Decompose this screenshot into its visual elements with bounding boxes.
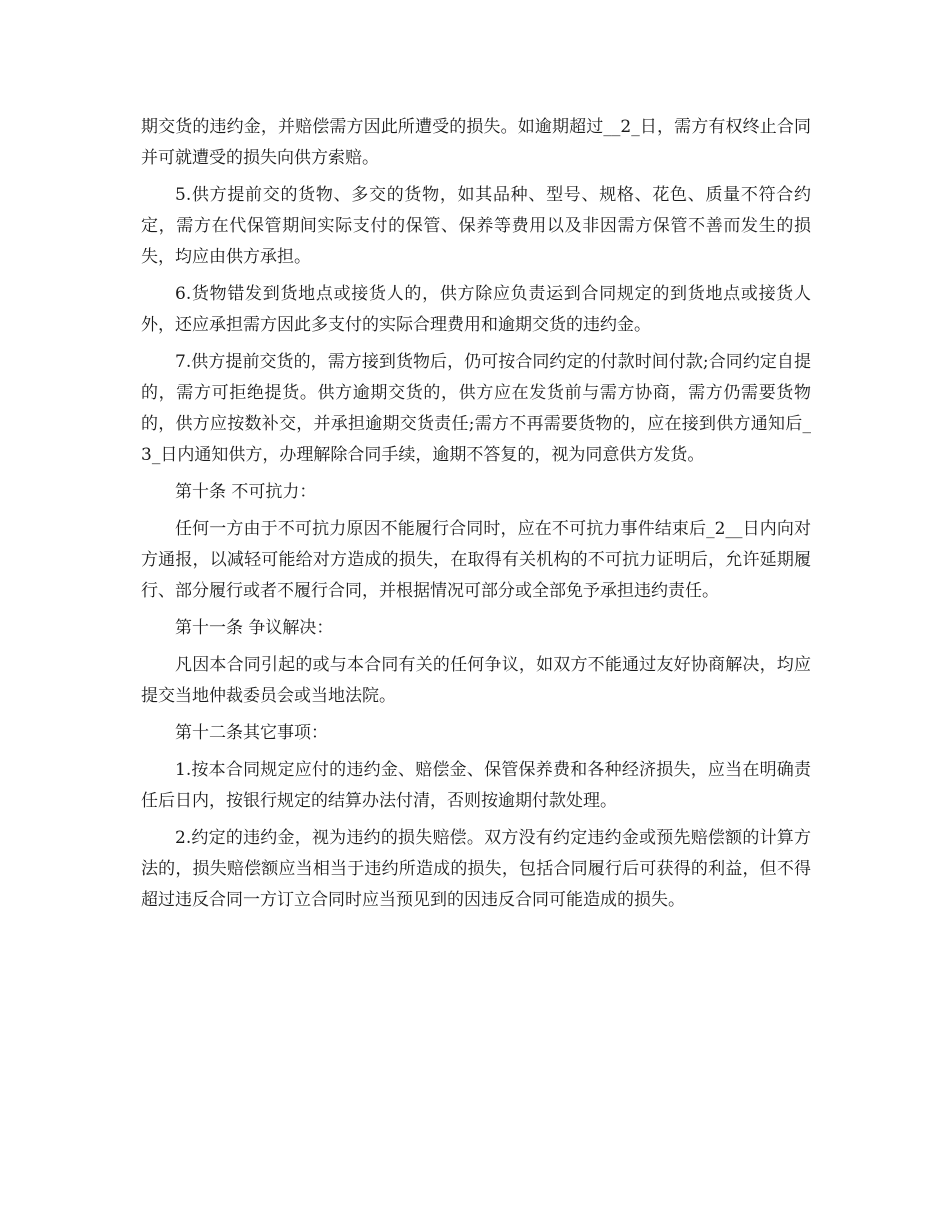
paragraph-clause-5: 5.供方提前交的货物、多交的货物，如其品种、型号、规格、花色、质量不符合约定，需方在代保管期间实际支付的保管、保养等费用以及非因需方保管不善而发生的损失，均应由供方承担。 bbox=[141, 185, 811, 267]
heading-article-11: 第十一条 争议解决： bbox=[175, 618, 334, 638]
paragraph-other-1: 1.按本合同规定应付的违约金、赔偿金、保管保养费和各种经济损失，应当在明确责任后日内，按银行规定的结算办法付清，否则按逾期付款处理。 bbox=[141, 760, 811, 811]
paragraph-dispute-resolution: 凡因本合同引起的或与本合同有关的任何争议，如双方不能通过友好协商解决，均应提交当地仲裁委员会或当地法院。 bbox=[141, 655, 811, 706]
paragraph-clause-6: 6.货物错发到货地点或接货人的，供方除应负责运到合同规定的到货地点或接货人外，还应承担需方因此多支付的实际合理费用和逾期交货的违约金。 bbox=[141, 284, 811, 335]
paragraph-clause-7: 7.供方提前交货的，需方接到货物后，仍可按合同约定的付款时间付款;合同约定自提的，需方可拒绝提货。供方逾期交货的，供方应在发货前与需方协商，需方仍需要货物的，供方应按数补交，并承担逾期交货责任;需方不再需要货物的，应在接到供方通知后_3_日内通知供方，办理解除合同手续，逾期不答复的，视为同意供方发货。 bbox=[141, 352, 811, 465]
heading-article-10: 第十条 不可抗力： bbox=[175, 482, 317, 502]
document-body bbox=[141, 112, 811, 922]
paragraph-continuation: 期交货的违约金，并赔偿需方因此所遭受的损失。如逾期超过__2_日，需方有权终止合同并可就遭受的损失向供方索赔。 bbox=[141, 117, 811, 168]
paragraph-force-majeure: 任何一方由于不可抗力原因不能履行合同时，应在不可抗力事件结束后_2__日内向对方通报，以减轻可能给对方造成的损失，在取得有关机构的不可抗力证明后，允许延期履行、部分履行或者不履行合同，并根据情况可部分或全部免予承担违约责任。 bbox=[141, 519, 811, 601]
heading-article-12: 第十二条其它事项： bbox=[175, 723, 328, 743]
paragraph-other-2: 2.约定的违约金，视为违约的损失赔偿。双方没有约定违约金或预先赔偿额的计算方法的，损失赔偿额应当相当于违约所造成的损失，包括合同履行后可获得的利益，但不得超过违反合同一方订立合同时应当预见到的因违反合同可能造成的损失。 bbox=[141, 828, 811, 910]
